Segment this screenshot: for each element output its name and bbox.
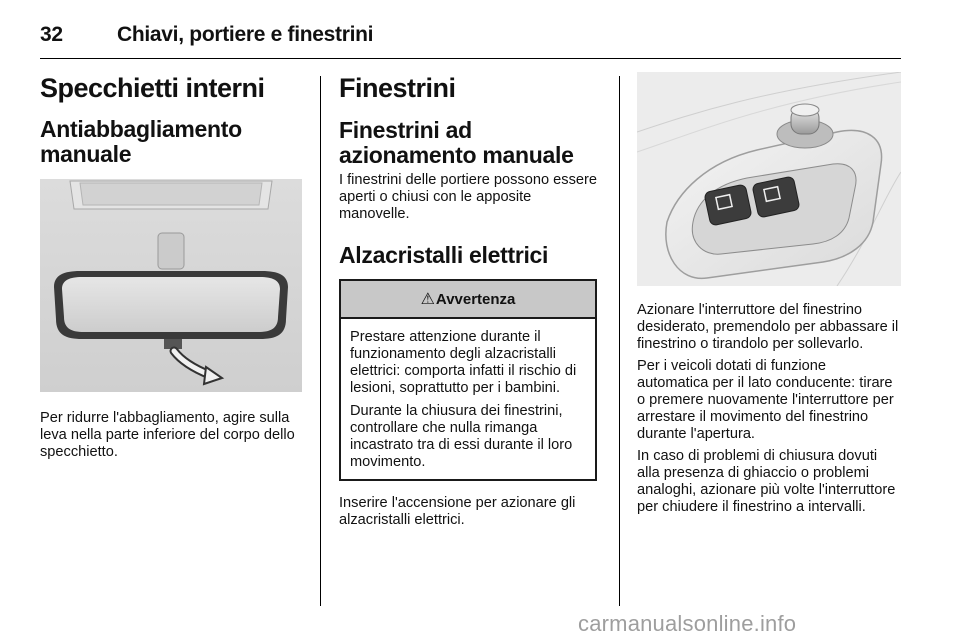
watermark-text: carmanualsonline.info [578,611,797,636]
warning-header [341,281,595,319]
manual-windows-paragraph: I finestrini delle portiere possono essere aperti o chiusi con le apposite manovelle. [339,172,597,222]
auto-function-paragraph: Per i veicoli dotati di funzione automatica per il lato conducente: tirare o premere nuovamente l'interruttore per arrestare il movimento del finestrino durante l'apertura. [637,358,894,442]
warning-box [339,279,597,481]
right-column [637,72,901,516]
section-title-windows: Finestrini [339,73,456,103]
rearview-mirror-lever-illustration [40,179,302,392]
column-divider-right [619,76,620,606]
column-divider-left [320,76,321,606]
antiglare-paragraph: Per ridurre l'abbagliamento, agire sulla leva nella parte inferiore del corpo dello specchietto. [40,410,295,460]
warning-paragraph-1: Prestare attenzione durante il funzionamento degli alzacristalli elettrici: comporta infatti il rischio di lesioni, soprattutto per i bambini. [350,329,577,396]
page-header [40,18,900,54]
warning-paragraph-2: Durante la chiusura dei finestrini, controllare che nulla rimanga incastrato tra di essi durante il loro movimento. [350,403,573,470]
middle-column [339,72,601,529]
switch-operation-paragraph: Azionare l'interruttore del finestrino desiderato, premendolo per abbassare il finestrino o tirandolo per sollevarlo. [637,302,899,352]
warning-title: Avvertenza [435,290,516,308]
window-switch-svg [637,72,901,286]
rearview-mirror-svg [40,179,302,392]
page-number: 32 [40,23,63,46]
subsection-title-antiglare: Antiabbagliamento manuale [40,116,242,167]
warning-triangle-icon: ⚠ [420,291,435,308]
subsection-title-manual-windows: Finestrini ad azionamento manuale [339,117,574,168]
subsection-title-electric-windows: Alzacristalli elettrici [339,242,549,268]
chapter-title: Chiavi, portiere e finestrini [117,23,374,46]
header-rule [40,58,901,59]
left-column [40,72,302,461]
ignition-paragraph: Inserire l'accensione per azionare gli alzacristalli elettrici. [339,495,576,528]
section-title-mirrors: Specchietti interni [40,73,265,103]
window-switch-panel-illustration [637,72,901,286]
warning-body [341,319,595,479]
ice-problem-paragraph: In caso di problemi di chiusura dovuti alla presenza di ghiaccio o problemi analoghi, azionare più volte l'interruttore per chiudere il finestrino a intervalli. [637,448,896,515]
